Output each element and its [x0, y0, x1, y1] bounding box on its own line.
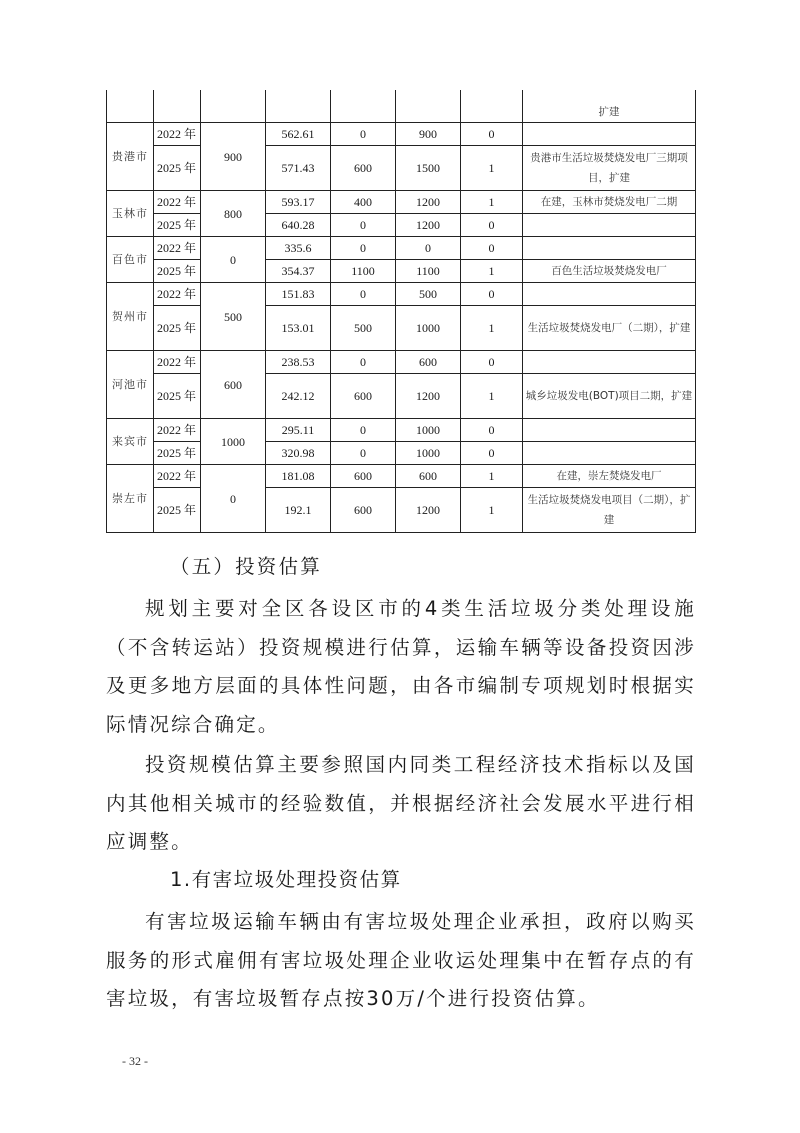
value-cell: 600	[331, 374, 396, 419]
value-cell: 1200	[396, 374, 461, 419]
note-cell	[523, 283, 696, 306]
capacity-cell: 800	[201, 191, 266, 237]
year-cell: 2025 年	[154, 214, 201, 237]
value-cell: 1000	[396, 306, 461, 351]
table-row	[107, 146, 696, 191]
value-cell: 238.53	[266, 351, 331, 374]
table-row	[107, 260, 696, 283]
value-cell: 1200	[396, 191, 461, 214]
table-row	[107, 351, 696, 374]
year-cell: 2022 年	[154, 237, 201, 260]
note-cell	[523, 123, 696, 146]
city-cell: 贺州市	[107, 283, 154, 351]
note-cell: 百色生活垃圾焚烧发电厂	[523, 260, 696, 283]
value-cell: 192.1	[266, 488, 331, 533]
year-cell: 2025 年	[154, 442, 201, 465]
count-cell: 0	[461, 442, 523, 465]
count-cell: 0	[461, 283, 523, 306]
year-cell: 2022 年	[154, 465, 201, 488]
count-cell: 1	[461, 260, 523, 283]
city-cell: 崇左市	[107, 465, 154, 533]
value-cell: 600	[396, 465, 461, 488]
note-cell	[523, 419, 696, 442]
value-cell: 500	[396, 283, 461, 306]
value-cell: 1500	[396, 146, 461, 191]
year-cell: 2025 年	[154, 488, 201, 533]
note-cell: 贵港市生活垃圾焚烧发电厂三期项目，扩建	[523, 146, 696, 191]
value-cell: 0	[331, 419, 396, 442]
table-row	[107, 237, 696, 260]
note-cell: 城乡垃圾发电(BOT)项目二期，扩建	[523, 374, 696, 419]
value-cell: 295.11	[266, 419, 331, 442]
count-cell: 1	[461, 306, 523, 351]
section-heading: （五）投资估算	[170, 555, 322, 578]
count-cell: 0	[461, 237, 523, 260]
value-cell: 1000	[396, 419, 461, 442]
note-cell	[523, 351, 696, 374]
capacity-cell: 0	[201, 237, 266, 283]
note-cell: 生活垃圾焚烧发电厂（二期），扩建	[523, 306, 696, 351]
value-cell: 354.37	[266, 260, 331, 283]
table-row	[107, 214, 696, 237]
value-cell: 151.83	[266, 283, 331, 306]
year-cell: 2022 年	[154, 283, 201, 306]
table-row	[107, 374, 696, 419]
count-cell: 1	[461, 191, 523, 214]
table-row	[107, 419, 696, 442]
year-cell: 2022 年	[154, 351, 201, 374]
value-cell: 400	[331, 191, 396, 214]
value-cell: 600	[331, 465, 396, 488]
value-cell: 600	[331, 146, 396, 191]
value-cell: 500	[331, 306, 396, 351]
continuation-row	[107, 90, 696, 123]
year-cell: 2022 年	[154, 419, 201, 442]
value-cell: 153.01	[266, 306, 331, 351]
value-cell: 0	[331, 351, 396, 374]
note-cell	[523, 442, 696, 465]
capacity-cell: 0	[201, 465, 266, 533]
value-cell: 0	[396, 237, 461, 260]
count-cell: 0	[461, 214, 523, 237]
value-cell: 1100	[331, 260, 396, 283]
note-cell	[523, 214, 696, 237]
table-row	[107, 442, 696, 465]
count-cell: 1	[461, 488, 523, 533]
value-cell: 600	[396, 351, 461, 374]
note-cell	[523, 237, 696, 260]
value-cell: 242.12	[266, 374, 331, 419]
value-cell: 0	[331, 214, 396, 237]
count-cell: 1	[461, 465, 523, 488]
year-cell: 2025 年	[154, 146, 201, 191]
note-cell: 生活垃圾焚烧发电项目（二期），扩建	[523, 488, 696, 533]
capacity-cell: 1000	[201, 419, 266, 465]
value-cell: 600	[331, 488, 396, 533]
value-cell: 0	[331, 442, 396, 465]
count-cell: 0	[461, 351, 523, 374]
value-cell: 0	[331, 123, 396, 146]
capacity-cell: 900	[201, 123, 266, 191]
count-cell: 1	[461, 146, 523, 191]
year-cell: 2025 年	[154, 374, 201, 419]
value-cell: 1100	[396, 260, 461, 283]
value-cell: 900	[396, 123, 461, 146]
paragraph-basis: 投资规模估算主要参照国内同类工程经济技术指标以及国内其他相关城市的经验数值，并根据经济社会发展水平进行相应调整。	[106, 753, 696, 853]
capacity-cell: 500	[201, 283, 266, 351]
year-cell: 2022 年	[154, 191, 201, 214]
value-cell: 1000	[396, 442, 461, 465]
table-row	[107, 465, 696, 488]
count-cell: 1	[461, 374, 523, 419]
value-cell: 1200	[396, 488, 461, 533]
note-cell: 在建，玉林市焚烧发电厂二期	[523, 191, 696, 214]
value-cell: 562.61	[266, 123, 331, 146]
value-cell: 0	[331, 283, 396, 306]
page-number: - 32 -	[122, 1054, 148, 1068]
city-cell: 百色市	[107, 237, 154, 283]
year-cell: 2022 年	[154, 123, 201, 146]
year-cell: 2025 年	[154, 260, 201, 283]
capacity-cell: 600	[201, 351, 266, 419]
paragraph-scope: 规划主要对全区各设区市的4类生活垃圾分类处理设施（不含转运站）投资规模进行估算，运输车辆等设备投资因涉及更多地方层面的具体性问题，由各市编制专项规划时根据实际情况综合确定。	[106, 597, 696, 736]
note-cell: 在建，崇左焚烧发电厂	[523, 465, 696, 488]
facility-table	[106, 90, 696, 533]
table-row	[107, 191, 696, 214]
city-cell: 贵港市	[107, 123, 154, 191]
value-cell: 1200	[396, 214, 461, 237]
table-row	[107, 306, 696, 351]
city-cell: 河池市	[107, 351, 154, 419]
table-row	[107, 283, 696, 306]
value-cell: 320.98	[266, 442, 331, 465]
year-cell: 2025 年	[154, 306, 201, 351]
continuation-note: 扩建	[523, 90, 696, 123]
value-cell: 593.17	[266, 191, 331, 214]
table-row	[107, 123, 696, 146]
value-cell: 571.43	[266, 146, 331, 191]
table-row	[107, 488, 696, 533]
value-cell: 0	[331, 237, 396, 260]
value-cell: 181.08	[266, 465, 331, 488]
city-cell: 来宾市	[107, 419, 154, 465]
value-cell: 335.6	[266, 237, 331, 260]
count-cell: 0	[461, 419, 523, 442]
value-cell: 640.28	[266, 214, 331, 237]
city-cell: 玉林市	[107, 191, 154, 237]
count-cell: 0	[461, 123, 523, 146]
paragraph-hazardous: 有害垃圾运输车辆由有害垃圾处理企业承担，政府以购买服务的形式雇佣有害垃圾处理企业收运处理集中在暂存点的有害垃圾，有害垃圾暂存点按30万/个进行投资估算。	[106, 910, 696, 1010]
subsection-heading: 1.有害垃圾处理投资估算	[170, 868, 402, 891]
